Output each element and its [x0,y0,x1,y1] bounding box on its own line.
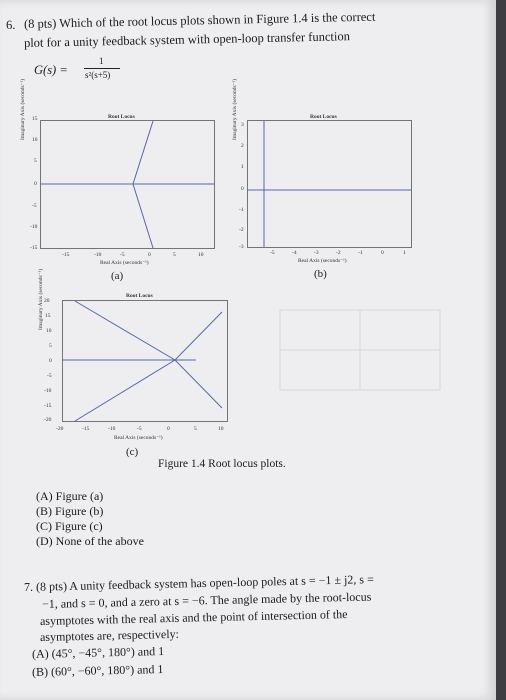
plot-c-xtick: -5 [137,426,142,432]
plot-a-title: Root Locus [108,114,135,120]
plot-c-ytick: -20 [44,417,52,423]
plot-c-ytick: 20 [44,298,50,304]
plot-c-xtick: -20 [56,426,64,432]
show-through-sketch [250,290,480,410]
plot-b-ytick: -2 [239,227,244,233]
plot-a-ytick: 5 [34,158,37,164]
plot-a-ytick: -10 [30,224,38,230]
plot-a-xtick: -15 [62,252,70,258]
plot-b-axes [247,120,412,248]
plot-a-xtick: 10 [198,252,204,258]
plot-b-ytick: 2 [241,143,244,149]
plot-a-ytick: -15 [30,245,38,251]
plot-c-xtick: -15 [82,426,90,432]
question-6-number: 6. [5,17,16,32]
transfer-function-numerator: 1 [99,56,104,66]
plot-b-caption: (b) [314,268,327,280]
plot-b-ytick: -1 [239,207,244,213]
question-7-line4: asymptotes are, respectively: [39,626,180,644]
option-6-b: (B) Figure (b) [36,504,104,518]
plot-c-xtick: 10 [218,426,224,432]
plot-b-xtick: -3 [314,250,319,256]
plot-a-xtick: 5 [173,252,176,258]
plot-b-xlabel: Real Axis (seconds⁻¹) [298,258,347,264]
question-6-line2: plot for a unity feedback system with open-loop transfer function [23,29,351,50]
question-7-line3: asymptotes with the real axis and the point of intersection of the [39,607,348,628]
plot-b-ytick: -3 [239,244,244,250]
plot-a-xtick: -10 [94,252,102,258]
question-7-option-b: (B) (60°, −60°, 180°) and 1 [31,662,164,679]
plot-b-xtick: -4 [292,250,297,256]
fraction-bar [84,68,120,69]
plot-a-ytick: 10 [32,137,38,143]
plot-c-ytick: 15 [45,313,51,319]
plot-a-ylabel: Imaginary Axis (seconds⁻¹) [20,78,26,140]
plot-c-title: Root Locus [126,293,153,299]
plot-c-xlabel: Real Axis (seconds⁻¹) [114,435,163,441]
plot-a-xtick: -5 [120,252,125,258]
plot-c-ytick: 10 [46,328,52,334]
plot-b-xtick: -1 [358,250,363,256]
question-7-line2: −1, and s = 0, and a zero at s = −6. The angle made by the root-locus [41,589,372,611]
plot-b-xtick: -5 [270,250,275,256]
plot-a-ytick: 0 [34,181,37,187]
plot-b-xtick: 0 [381,250,384,256]
transfer-function-lhs: G(s) = [34,63,68,77]
plot-a-ytick: 15 [32,116,38,122]
question-7-option-a: (A) (45°, −45°, 180°) and 1 [31,644,165,661]
plot-b-xtick: -2 [336,250,341,256]
plot-c-xtick: 0 [167,426,170,432]
plot-c-ytick: 0 [49,358,52,364]
plot-c-ytick: -10 [44,388,52,394]
plot-c-caption: (c) [126,446,139,458]
plot-a-axes [40,120,215,250]
option-6-a: (A) Figure (a) [36,489,104,503]
plot-a-ytick: -5 [32,203,37,209]
plot-a-xtick: 0 [148,252,151,258]
plot-a-caption: (a) [111,270,124,282]
plot-c-axes [62,300,228,422]
plot-b-ytick: 3 [241,122,244,128]
plot-b-ytick: 0 [241,186,244,192]
plot-b-ylabel: Imaginary Axis (seconds⁻¹) [232,78,238,140]
option-6-d: (D) None of the above [36,534,144,548]
plot-b-ytick: 1 [241,164,244,170]
plot-c-ytick: 5 [49,343,52,349]
plot-c-xtick: 5 [194,426,197,432]
plot-a-xlabel: Real Axis (seconds⁻¹) [100,260,149,266]
plot-b-xtick: 1 [403,250,406,256]
plot-c-ylabel: Imaginary Axis (seconds⁻¹) [38,268,44,330]
plot-c-xtick: -10 [108,426,116,432]
plot-c-ytick: -15 [44,403,52,409]
plot-c-ytick: -5 [47,373,52,379]
option-6-c: (C) Figure (c) [36,519,103,533]
question-6-line1: (8 pts) Which of the root locus plots shown in Figure 1.4 is the correct [23,9,376,31]
transfer-function-denominator: s²(s+5) [85,70,111,80]
question-7-line1: 7. (8 pts) A unity feedback system has open-loop poles at s = −1 ± j2, s = [23,572,374,594]
figure-caption: Figure 1.4 Root locus plots. [158,458,286,470]
plot-b-title: Root Locus [310,114,337,120]
